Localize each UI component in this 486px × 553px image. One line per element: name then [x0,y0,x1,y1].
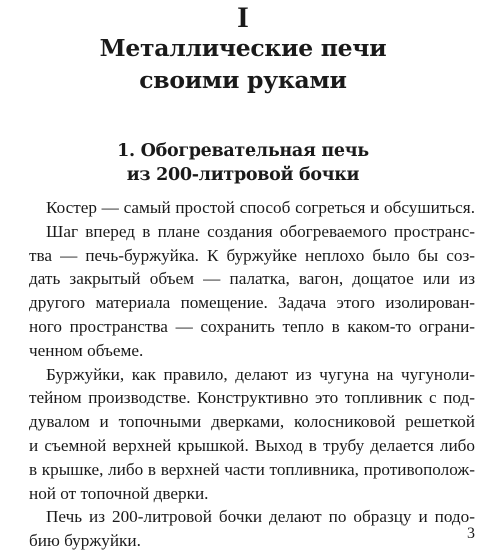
paragraph-line: другого материала помещение. Задача этого изолирован- [29,293,475,313]
paragraph-line: дувалом и топочными дверками, колосниковой решеткой [29,412,475,432]
paragraph-line: тейном производстве. Конструктивно это топливник с под- [29,388,475,408]
paragraph-line: Буржуйки, как правило, делают из чугуна на чугуноли- [46,364,475,384]
paragraph-line: ной от топочной дверки. [29,483,209,503]
paragraph-line: дать закрытый объем — палатка, вагон, дощатое или из [29,269,475,289]
paragraph-line: ченном объеме. [29,340,144,360]
chapter-title [0,32,486,96]
paragraph-line: в крышке, либо в верхней части топливника, противополож- [29,459,475,479]
paragraph-line: бию буржуйки. [29,531,141,551]
chapter-title-line: Металлические печи [99,34,387,62]
paragraph-line: Печь из 200-литровой бочки делают по образцу и подо- [46,507,475,527]
paragraph-line: и съемной верхней крышкой. Выход в трубу делается либо [29,435,475,455]
chapter-title-line: своими руками [139,66,347,94]
paragraph-line: Костер — самый простой способ согреться и обсушиться. [46,198,475,217]
section-title [0,139,486,187]
paragraph-line: ного пространства — сохранить тепло в каком-то ограни- [29,316,475,336]
body-text [29,196,475,553]
paragraph-line: Шаг вперед в плане создания обогреваемого пространс- [46,221,475,241]
section-title-line: из 200-литровой бочки [126,165,360,185]
section-title-line: 1. Обогревательная печь [117,141,369,161]
paragraph-line: тва — печь-буржуйка. К буржуйке неплохо было бы соз- [29,245,475,265]
page-number: 3 [467,525,475,542]
chapter-number: I [237,1,249,34]
